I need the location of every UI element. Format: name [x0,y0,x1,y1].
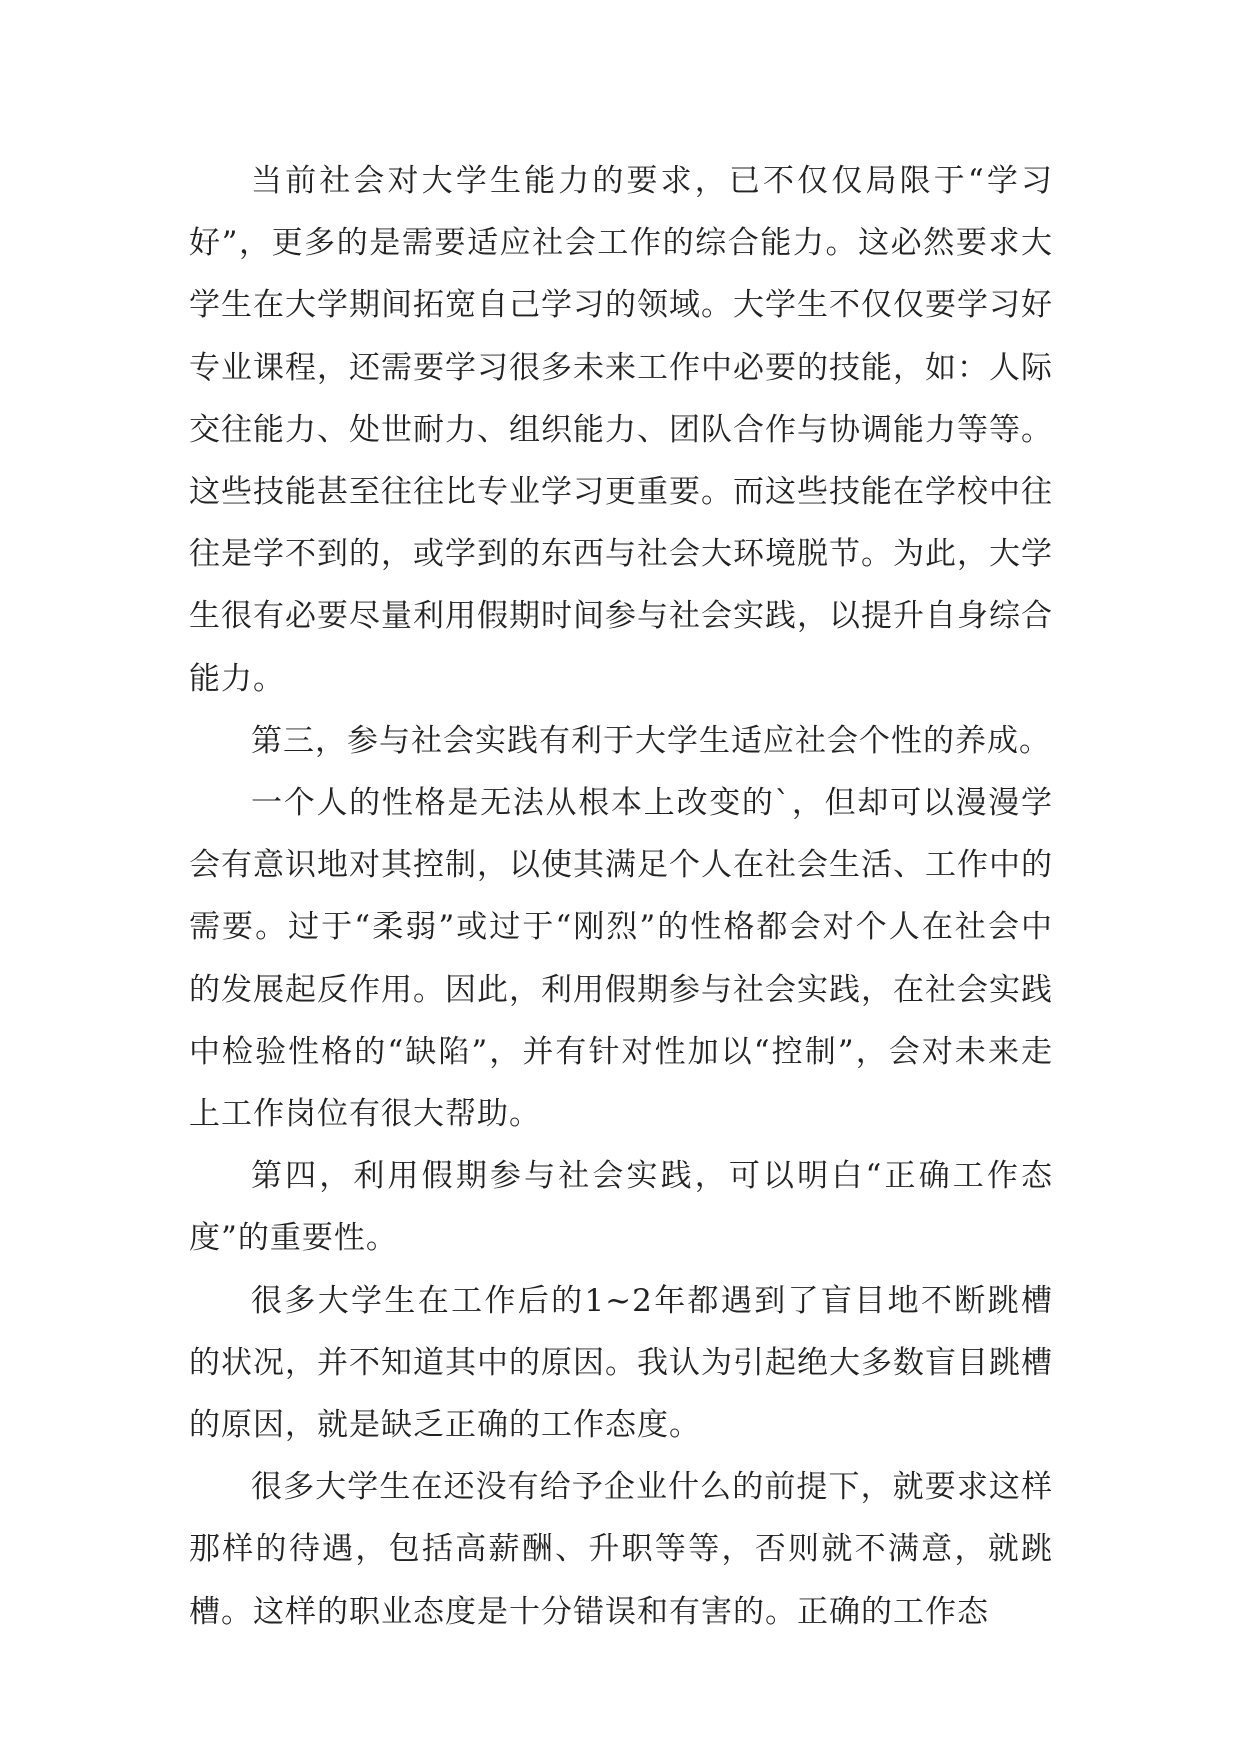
paragraph-2: 第三，参与社会实践有利于大学生适应社会个性的养成。 [251,722,1051,759]
paragraph-4: 第四，利用假期参与社会实践，可以明白“正确工作态度”的重要性。 [189,1158,1053,1257]
paragraph-1: 当前社会对大学生能力的要求，已不仅仅局限于“学习好”，更多的是需要适应社会工作的综合能力。这必然要求大学生在大学期间拓宽自己学习的领域。大学生不仅仅要学习好专业课程，还需要学习很多未来工作中必要的技能，如：人际交往能力、处世耐力、组织能力、团队合作与协调能力等等。这些技能甚至往往比专业学习更重要。而这些技能在学校中往往是学不到的，或学到的东西与社会大环境脱节。为此，大学生很有必要尽量利用假期时间参与社会实践，以提升自身综合能力。 [189,163,1053,697]
paragraph-6: 很多大学生在还没有给予企业什么的前提下，就要求这样那样的待遇，包括高薪酬、升职等等，否则就不满意，就跳槽。这样的职业态度是十分错误和有害的。正确的工作态 [189,1469,1053,1630]
body-text [189,150,1053,1643]
paragraph-3: 一个人的性格是无法从根本上改变的`，但却可以漫漫学会有意识地对其控制，以使其满足个人在社会生活、工作中的需要。过于“柔弱”或过于“刚烈”的性格都会对个人在社会中的发展起反作用。因此，利用假期参与社会实践，在社会实践中检验性格的“缺陷”，并有针对性加以“控制”，会对未来走上工作岗位有很大帮助。 [189,785,1053,1133]
paragraph-5: 很多大学生在工作后的1~2年都遇到了盲目地不断跳槽的状况，并不知道其中的原因。我认为引起绝大多数盲目跳槽的原因，就是缺乏正确的工作态度。 [189,1282,1053,1444]
